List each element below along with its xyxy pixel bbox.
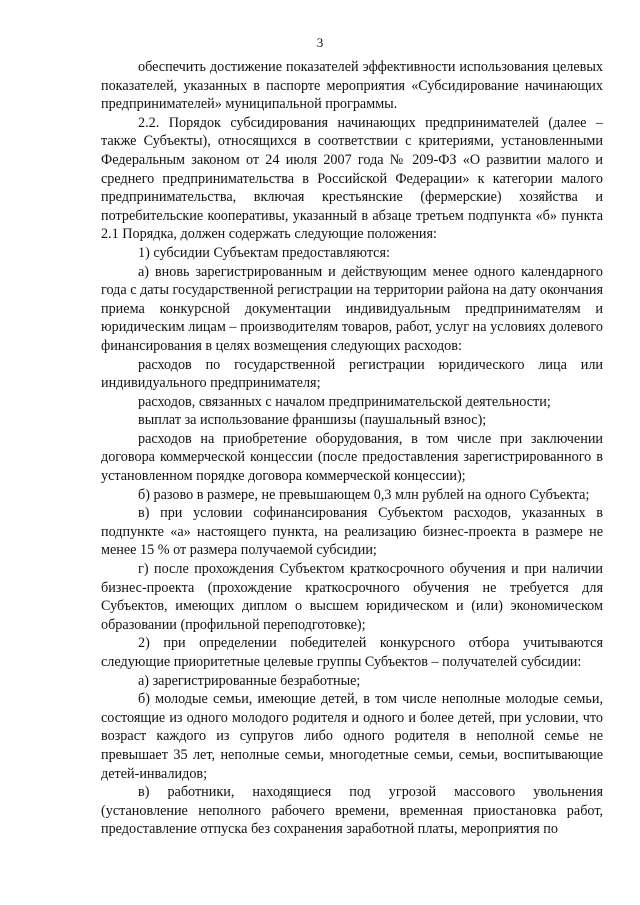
paragraph: 2.2. Порядок субсидирования начинающих предпринимателей (далее – также Субъекты), относящихся в соответствии с критериями, установленными Федеральным законом от 24 июля 2007 года № 209-ФЗ «О развитии малого и среднего предпринимательства в Российской Федерации» к категории малого предпринимательства, включая крестьянские (фермерские) хозяйства и потребительские кооперативы, указанный в абзаце третьем подпункта «б» пункта 2.1 Порядка, должен содержать следующие положения:: [101, 114, 603, 243]
paragraph: б) молодые семьи, имеющие детей, в том числе неполные молодые семьи, состоящие из одного молодого родителя и одного и более детей, при условии, что возраст каждого из супругов либо одного родителя в неполной семье не превышает 35 лет, неполные семьи, многодетные семьи, семьи, воспитывающие детей-инвалидов;: [101, 691, 603, 782]
paragraph: расходов по государственной регистрации юридического лица или индивидуального предпринимателя;: [101, 356, 603, 392]
paragraph: расходов, связанных с началом предпринимательской деятельности;: [138, 393, 551, 410]
paragraph: г) после прохождения Субъектом краткосрочного обучения и при наличии бизнес-проекта (прохождение краткосрочного обучения не требуется для Субъектов, имеющих диплом о высшем юридическом и (или) экономическом образовании (профильной переподготовке);: [101, 561, 603, 633]
paragraph: в) при условии софинансирования Субъектом расходов, указанных в подпункте «а» настоящего пункта, на реализацию бизнес-проекта в размере не менее 15 % от размера получаемой субсидии;: [101, 505, 603, 559]
page-number: 3: [316, 35, 324, 50]
paragraph: б) разово в размере, не превышающем 0,3 млн рублей на одного Субъекта;: [138, 486, 590, 503]
paragraph: а) вновь зарегистрированным и действующим менее одного календарного года с даты государственной регистрации на территории района на дату окончания приема конкурсной документации индивидуальным предпринимателям и юридическим лицам – производителям товаров, работ, услуг на условиях долевого финансирования в целях возмещения следующих расходов:: [101, 263, 603, 354]
paragraph: 2) при определении победителей конкурсного отбора учитываются следующие приоритетные целевые группы Субъектов – получателей субсидии:: [101, 635, 603, 670]
paragraph: обеспечить достижение показателей эффективности использования целевых показателей, указанных в паспорте мероприятия «Субсидирование начинающих предпринимателей» муниципальной программы.: [101, 59, 603, 113]
paragraph: расходов на приобретение оборудования, в том числе при заключении договора коммерческой концессии (после предоставления зарегистрированного в установленном порядке договора коммерческой концессии);: [101, 430, 603, 485]
paragraph: а) зарегистрированные безработные;: [138, 672, 361, 689]
paragraph: в) работники, находящиеся под угрозой массового увольнения (установление неполного рабочего времени, временная приостановка работ, предоставление отпуска без сохранения заработной платы, мероприятия по: [101, 784, 603, 838]
document-body: [101, 58, 603, 839]
paragraph: 1) субсидии Субъектам предоставляются:: [138, 244, 390, 261]
paragraph: выплат за использование франшизы (паушальный взнос);: [138, 412, 487, 429]
